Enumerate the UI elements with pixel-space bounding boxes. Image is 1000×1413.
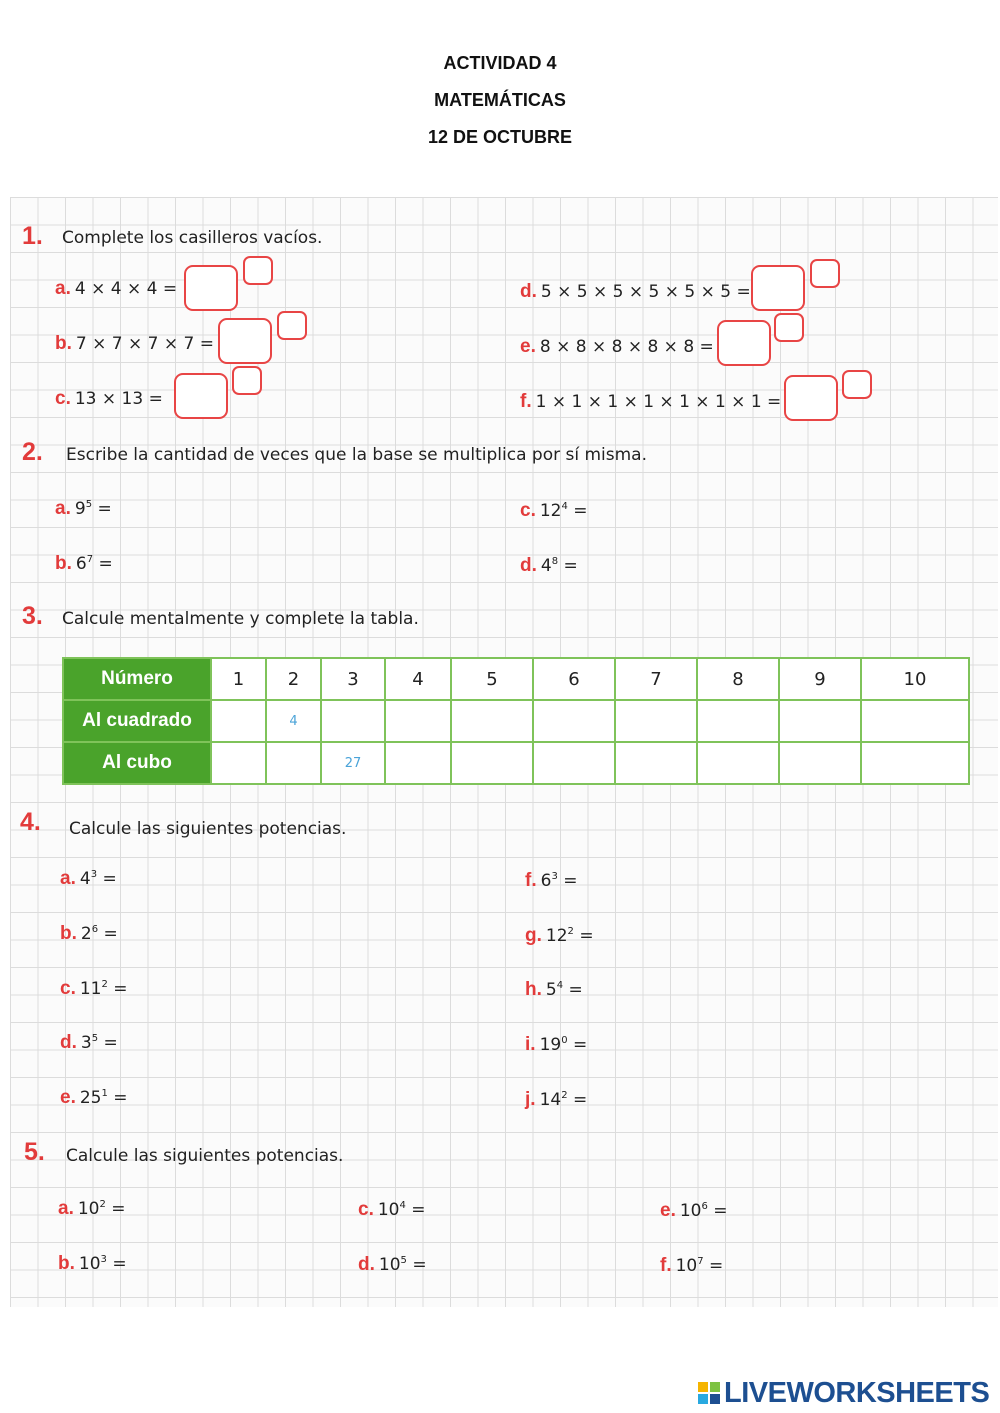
s4-item-h: h. $5^4$ = [525,979,583,1000]
answer-cell[interactable] [266,742,321,784]
s5-item-f: f. $10^7$ = [660,1255,724,1276]
liveworksheets-logo [698,1378,989,1408]
answer-cell[interactable] [697,700,779,742]
s4-item-f: f. $6^3$ = [525,870,578,891]
row-header-square: Al cuadrado [63,700,211,742]
s1-c-base-box[interactable] [174,373,228,419]
answer-cell[interactable] [779,700,861,742]
section-2-number: 2. [22,438,43,466]
s1-c-exp-box[interactable] [232,366,262,395]
s1-f-exp-box[interactable] [842,370,872,399]
section-3-title: Calcule mentalmente y complete la tabla. [62,609,419,629]
answer-cell[interactable] [211,742,266,784]
s1-item-f: f. 1 × 1 × 1 × 1 × 1 × 1 × 1 = [520,391,782,412]
number-cell: 3 [321,658,385,700]
s1-f-base-box[interactable] [784,375,838,421]
answer-cell[interactable] [451,700,533,742]
number-cell: 2 [266,658,321,700]
answer-cell[interactable] [211,700,266,742]
number-cell: 1 [211,658,266,700]
s4-item-c: c. $11^2$ = [60,978,128,999]
number-cell: 5 [451,658,533,700]
s2-item-d: d. $4^8$ = [520,555,578,576]
logo-text: LIVEWORKSHEETS [724,1376,990,1409]
section-5-title: Calcule las siguientes potencias. [66,1146,344,1166]
s2-item-a: a. $9^5$ = [55,498,112,519]
row-header-cube: Al cubo [63,742,211,784]
s4-item-d: d. $3^5$ = [60,1032,118,1053]
s1-b-exp-box[interactable] [277,311,307,340]
s4-item-e: e. $25^1$ = [60,1087,128,1108]
example-square-cell: 4 [266,700,321,742]
s5-item-c: c. $10^4$ = [358,1199,426,1220]
answer-cell[interactable] [615,742,697,784]
section-5-number: 5. [24,1138,45,1166]
s2-item-c: c. $12^4$ = [520,500,588,521]
s4-item-j: j. $14^2$ = [525,1089,588,1110]
number-cell: 4 [385,658,451,700]
answer-cell[interactable] [451,742,533,784]
date-title: 12 DE OCTUBRE [427,127,573,147]
s5-item-a: a. $10^2$ = [58,1198,126,1219]
answer-cell[interactable] [385,742,451,784]
table-row-cube [63,742,969,784]
s1-item-a: a. 4 × 4 × 4 = [55,278,178,299]
s2-item-b: b. $6^7$ = [55,553,113,574]
s4-item-g: g. $12^2$ = [525,925,594,946]
answer-cell[interactable] [697,742,779,784]
s4-item-i: i. $19^0$ = [525,1034,588,1055]
s4-item-a: a. $4^3$ = [60,868,117,889]
s1-item-e: e. 8 × 8 × 8 × 8 × 8 = [520,336,714,357]
answer-cell[interactable] [385,700,451,742]
answer-cell[interactable] [533,742,615,784]
example-cube-cell: 27 [321,742,385,784]
s1-a-base-box[interactable] [184,265,238,311]
s1-item-c: c. 13 × 13 = [55,388,163,409]
section-3-number: 3. [22,602,43,630]
answer-cell[interactable] [861,742,969,784]
number-cell: 9 [779,658,861,700]
section-2-title: Escribe la cantidad de veces que la base se multiplica por sí misma. [66,445,647,465]
s5-item-d: d. $10^5$ = [358,1254,427,1275]
table-row-number [63,658,969,700]
answer-cell[interactable] [861,700,969,742]
number-cell: 6 [533,658,615,700]
number-cell: 8 [697,658,779,700]
answer-cell[interactable] [533,700,615,742]
number-cell: 10 [861,658,969,700]
s1-a-exp-box[interactable] [243,256,273,285]
s5-item-e: e. $10^6$ = [660,1200,728,1221]
subject-title: MATEMÁTICAS [434,90,566,110]
s1-d-base-box[interactable] [751,265,805,311]
section-1-number: 1. [22,222,43,250]
row-header-number: Número [63,658,211,700]
s1-item-b: b. 7 × 7 × 7 × 7 = [55,333,214,354]
s4-item-b: b. $2^6$ = [60,923,118,944]
table-row-square [63,700,969,742]
section-1-title: Complete los casilleros vacíos. [62,228,323,248]
s1-item-d: d. 5 × 5 × 5 × 5 × 5 × 5 = [520,281,751,302]
s1-b-base-box[interactable] [218,318,272,364]
answer-cell[interactable] [615,700,697,742]
logo-icon [698,1382,720,1404]
activity-title: ACTIVIDAD 4 [443,53,557,73]
s1-e-exp-box[interactable] [774,313,804,342]
answer-cell[interactable] [321,700,385,742]
s5-item-b: b. $10^3$ = [58,1253,127,1274]
section-4-number: 4. [20,808,41,836]
section-4-title: Calcule las siguientes potencias. [69,819,347,839]
s1-d-exp-box[interactable] [810,259,840,288]
answer-cell[interactable] [779,742,861,784]
s1-e-base-box[interactable] [717,320,771,366]
powers-table [62,657,970,785]
number-cell: 7 [615,658,697,700]
